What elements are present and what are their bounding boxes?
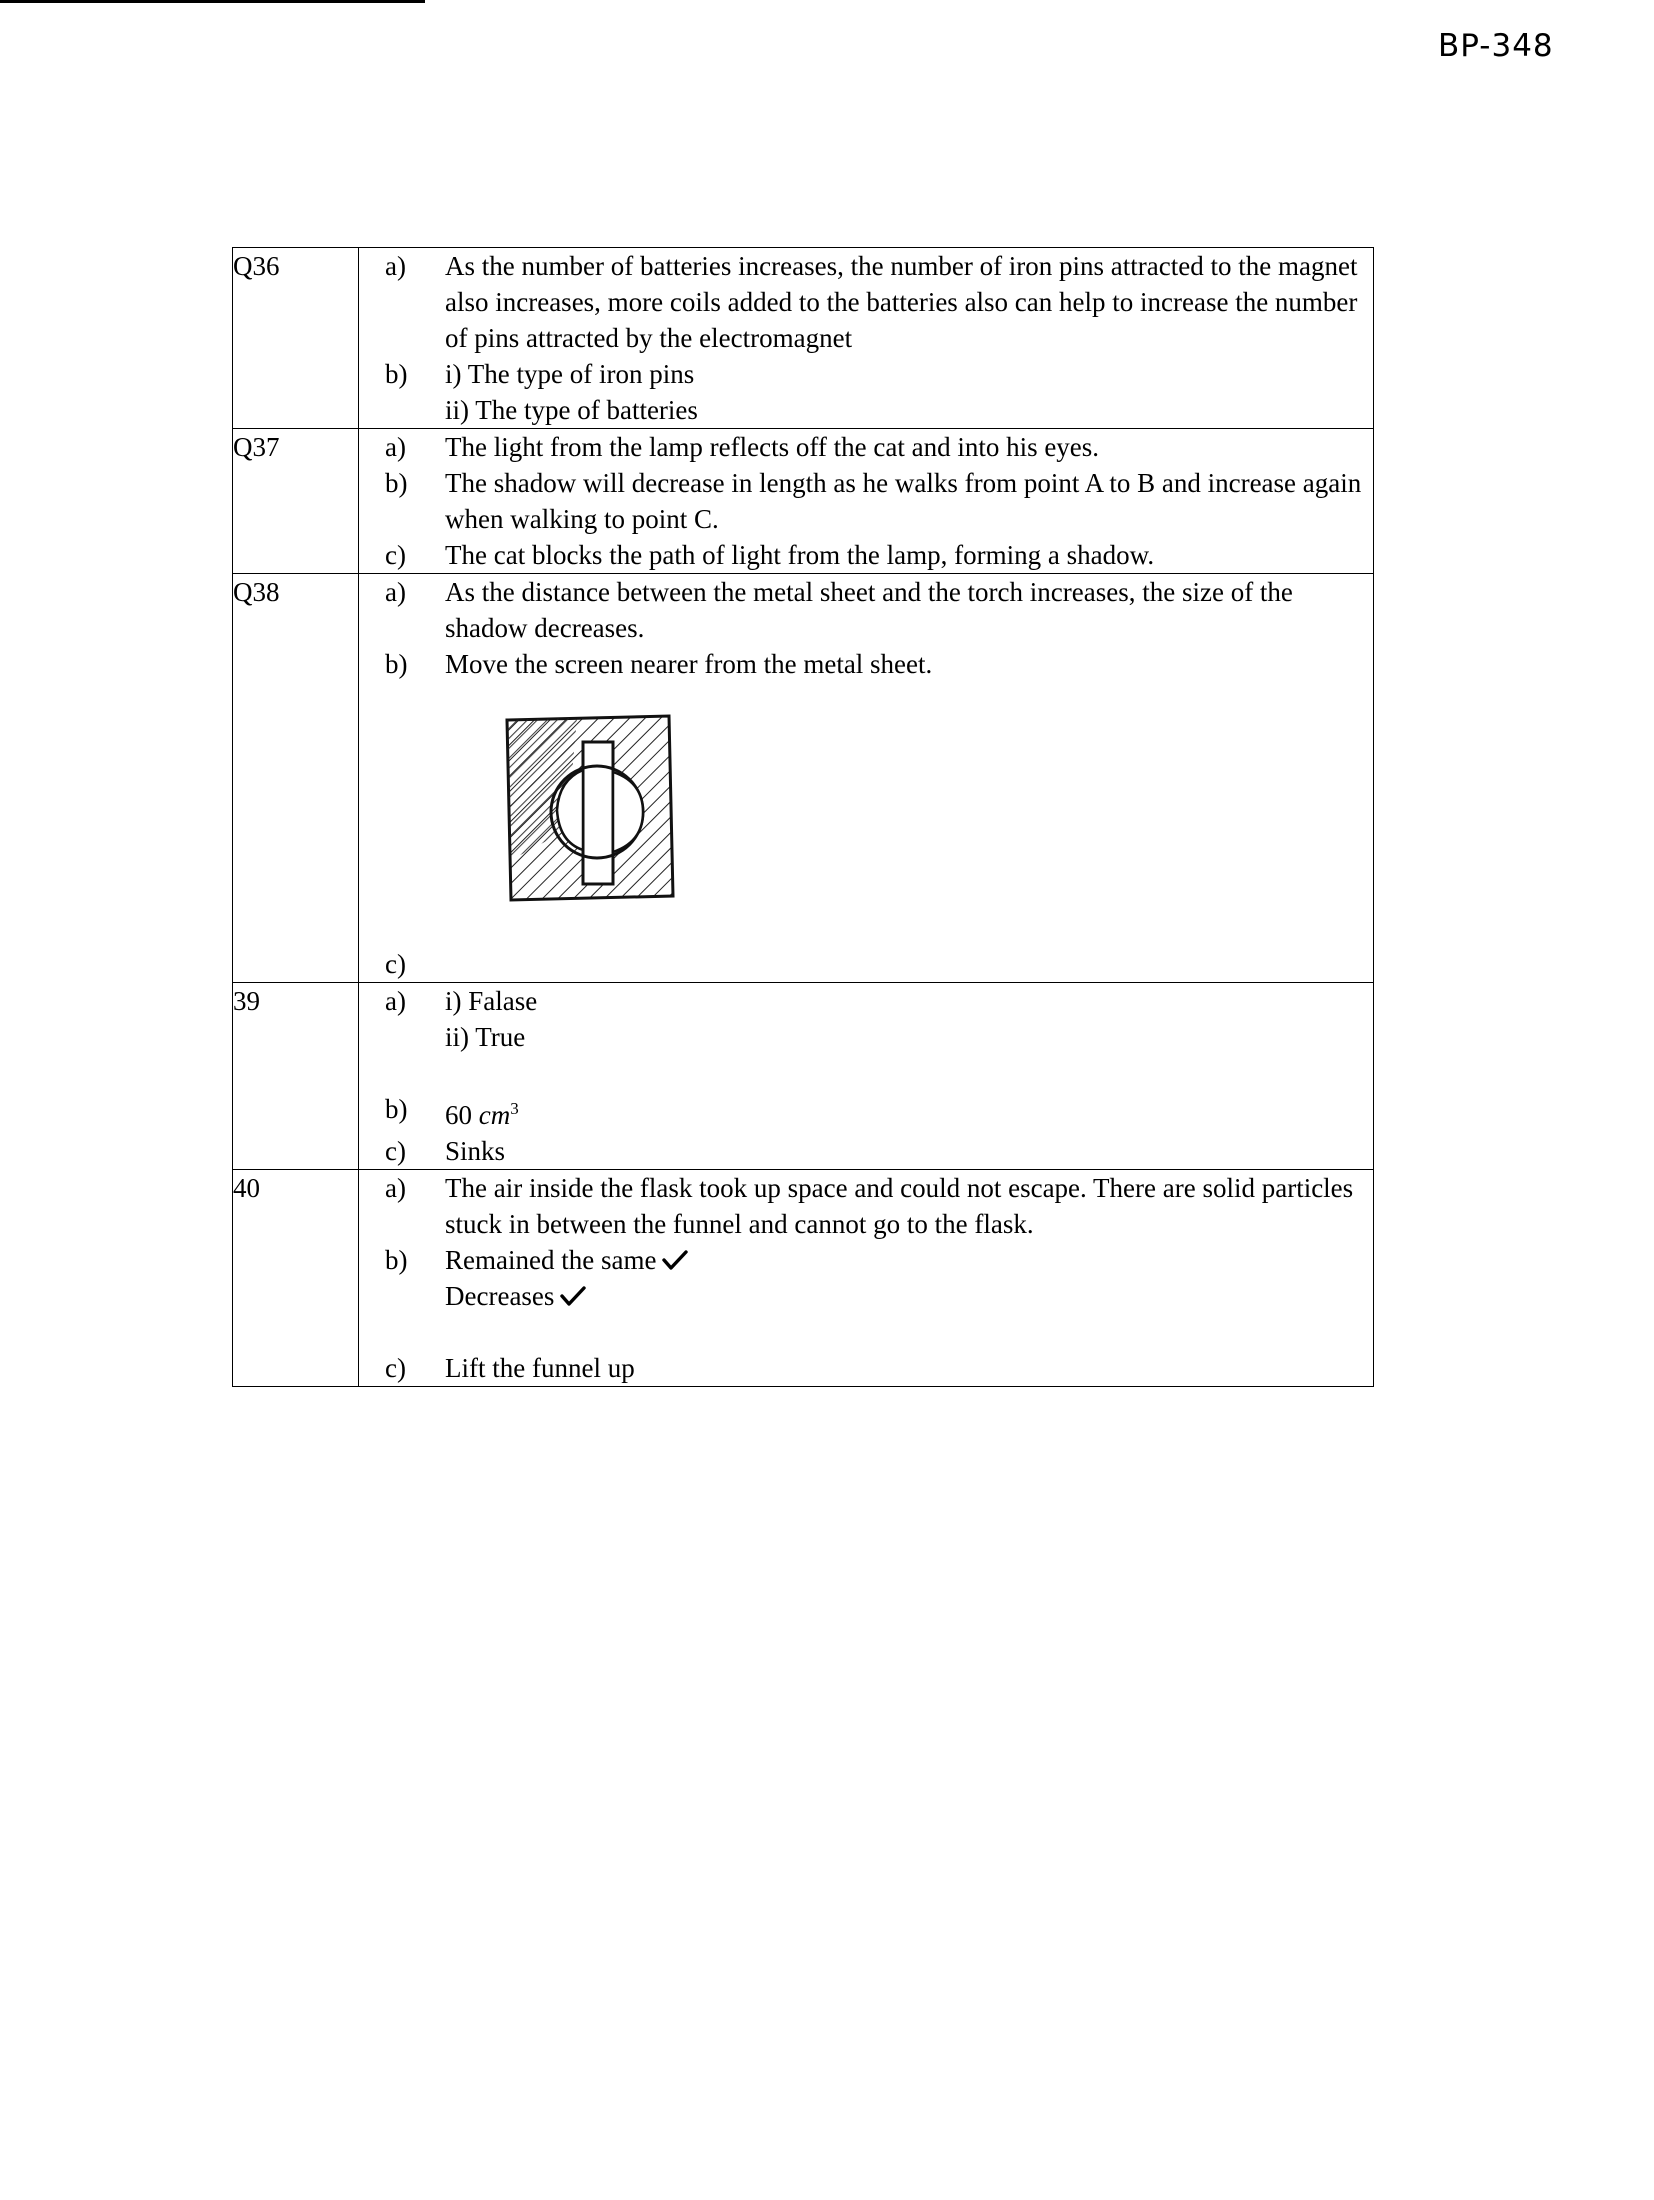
answer-part	[359, 946, 1373, 982]
question-number: 40	[233, 1170, 359, 1387]
part-text: i) The type of iron pins	[445, 359, 695, 389]
table-row	[233, 429, 1374, 574]
volume-value: 60	[445, 1100, 479, 1130]
answer-cell	[359, 429, 1374, 574]
answer-cell	[359, 1170, 1374, 1387]
table-row	[233, 983, 1374, 1170]
check-mark-icon	[662, 1249, 688, 1271]
part-label: b)	[385, 1245, 408, 1275]
part-label: c)	[385, 1353, 406, 1383]
answer-cell	[359, 574, 1374, 983]
part-text: The air inside the flask took up space and could not escape. There are solid particles stuck in between the funnel and cannot go to the flask.	[445, 1173, 1354, 1239]
part-text: As the number of batteries increases, the number of iron pins attracted to the magnet also increases, more coils added to the batteries also can help to increase the number of pins attracted by the electromagnet	[445, 251, 1358, 353]
document-code: BP-348	[1438, 28, 1554, 64]
part-label: b)	[385, 1094, 408, 1124]
answer-table	[232, 247, 1374, 1387]
part-text: Lift the funnel up	[445, 1353, 635, 1383]
answer-text: Decreases	[445, 1281, 555, 1311]
shadow-sketch-drawing	[497, 710, 677, 910]
part-label: a)	[385, 432, 406, 462]
check-mark-icon	[560, 1285, 586, 1307]
answer-part	[359, 392, 1373, 428]
answer-part	[359, 1350, 1373, 1386]
answer-part	[359, 1242, 1373, 1278]
spacer	[359, 1314, 1373, 1350]
part-text: Move the screen nearer from the metal sheet.	[445, 649, 933, 679]
part-label: c)	[385, 540, 406, 570]
part-text	[445, 1242, 1373, 1278]
part-text: ii) The type of batteries	[445, 395, 698, 425]
answer-cell	[359, 983, 1374, 1170]
part-label: a)	[385, 577, 406, 607]
part-text: i) Falase	[445, 986, 538, 1016]
answer-part	[359, 465, 1373, 537]
question-number: Q38	[233, 574, 359, 983]
part-text: The cat blocks the path of light from the lamp, forming a shadow.	[445, 540, 1155, 570]
top-rule	[0, 0, 425, 3]
part-label: b)	[385, 649, 408, 679]
part-label: c)	[385, 949, 406, 979]
answer-part	[359, 1019, 1373, 1055]
answer-part	[359, 983, 1373, 1019]
spacer	[359, 1055, 1373, 1091]
question-number: Q36	[233, 248, 359, 429]
answer-part	[359, 1278, 1373, 1314]
question-number: Q37	[233, 429, 359, 574]
answer-cell	[359, 248, 1374, 429]
answer-text: Remained the same	[445, 1245, 657, 1275]
part-label: a)	[385, 986, 406, 1016]
answer-part	[359, 646, 1373, 682]
part-text	[445, 1091, 1373, 1133]
part-text: ii) True	[445, 1022, 526, 1052]
table-row	[233, 574, 1374, 983]
part-text	[445, 946, 1373, 982]
part-label: b)	[385, 468, 408, 498]
table-row	[233, 1170, 1374, 1387]
part-text: The light from the lamp reflects off the cat and into his eyes.	[445, 432, 1100, 462]
answer-part	[359, 537, 1373, 573]
volume-unit-exponent: 3	[510, 1099, 519, 1118]
part-text: The shadow will decrease in length as he walks from point A to B and increase again when walking to point C.	[445, 468, 1362, 534]
sketch-area	[359, 682, 1373, 946]
question-number: 39	[233, 983, 359, 1170]
part-label: a)	[385, 1173, 406, 1203]
part-label	[359, 1278, 445, 1314]
answer-part	[359, 574, 1373, 646]
part-label: c)	[385, 1136, 406, 1166]
part-label	[359, 1019, 445, 1055]
answer-part	[359, 1170, 1373, 1242]
part-label: a)	[385, 251, 406, 281]
answer-part	[359, 429, 1373, 465]
part-label	[359, 392, 445, 428]
volume-unit: cm	[478, 1100, 511, 1130]
part-label: b)	[385, 359, 408, 389]
answer-part	[359, 1091, 1373, 1133]
answer-part	[359, 248, 1373, 356]
answer-part	[359, 356, 1373, 392]
answer-part	[359, 1133, 1373, 1169]
part-text	[445, 1278, 1373, 1314]
table-row	[233, 248, 1374, 429]
part-text: As the distance between the metal sheet and the torch increases, the size of the shadow decreases.	[445, 577, 1293, 643]
part-text: Sinks	[445, 1136, 506, 1166]
